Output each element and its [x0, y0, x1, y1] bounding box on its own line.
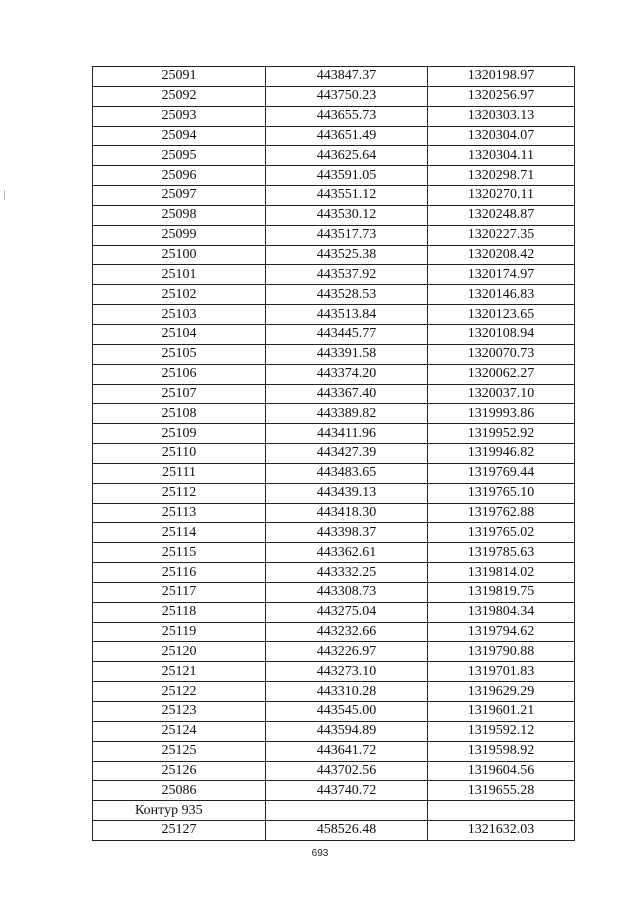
- x-coordinate-cell: 443398.37: [266, 523, 428, 543]
- x-coordinate-cell: 443411.96: [266, 424, 428, 444]
- table-row: [93, 761, 575, 781]
- x-coordinate-cell: 443232.66: [266, 622, 428, 642]
- y-coordinate-cell: 1319769.44: [428, 463, 575, 483]
- point-id-cell: 25115: [93, 543, 266, 563]
- coordinates-table: [92, 66, 575, 841]
- y-coordinate-cell: 1320270.11: [428, 186, 575, 206]
- scan-artifact: [4, 190, 5, 200]
- page-number: 693: [311, 848, 329, 859]
- x-coordinate-cell: 443847.37: [266, 67, 428, 87]
- table-row: [93, 503, 575, 523]
- y-coordinate-cell: 1320037.10: [428, 384, 575, 404]
- point-id-cell: 25094: [93, 126, 266, 146]
- table-row: [93, 424, 575, 444]
- y-coordinate-cell: 1319762.88: [428, 503, 575, 523]
- y-coordinate-cell: 1320298.71: [428, 166, 575, 186]
- table-row: [93, 721, 575, 741]
- table-row: [93, 285, 575, 305]
- point-id-cell: 25122: [93, 682, 266, 702]
- x-coordinate-cell: 443655.73: [266, 106, 428, 126]
- x-coordinate-cell: 443551.12: [266, 186, 428, 206]
- point-id-cell: 25127: [93, 821, 266, 841]
- table-row: [93, 245, 575, 265]
- point-id-cell: 25103: [93, 305, 266, 325]
- y-coordinate-cell: 1319946.82: [428, 444, 575, 464]
- table-row: [93, 67, 575, 87]
- x-coordinate-cell: [266, 801, 428, 821]
- table-row: [93, 662, 575, 682]
- x-coordinate-cell: 443226.97: [266, 642, 428, 662]
- y-coordinate-cell: 1319794.62: [428, 622, 575, 642]
- y-coordinate-cell: 1319655.28: [428, 781, 575, 801]
- x-coordinate-cell: 443308.73: [266, 582, 428, 602]
- x-coordinate-cell: 443537.92: [266, 265, 428, 285]
- table-row: [93, 186, 575, 206]
- x-coordinate-cell: 443651.49: [266, 126, 428, 146]
- y-coordinate-cell: 1320256.97: [428, 86, 575, 106]
- point-id-cell: 25091: [93, 67, 266, 87]
- y-coordinate-cell: 1320123.65: [428, 305, 575, 325]
- y-coordinate-cell: 1319592.12: [428, 721, 575, 741]
- point-id-cell: 25109: [93, 424, 266, 444]
- y-coordinate-cell: 1319785.63: [428, 543, 575, 563]
- y-coordinate-cell: 1320198.97: [428, 67, 575, 87]
- x-coordinate-cell: 443362.61: [266, 543, 428, 563]
- x-coordinate-cell: 443367.40: [266, 384, 428, 404]
- point-id-cell: 25118: [93, 602, 266, 622]
- point-id-cell: 25120: [93, 642, 266, 662]
- table-row: [93, 106, 575, 126]
- y-coordinate-cell: [428, 801, 575, 821]
- point-id-cell: 25126: [93, 761, 266, 781]
- x-coordinate-cell: 443445.77: [266, 324, 428, 344]
- x-coordinate-cell: 458526.48: [266, 821, 428, 841]
- y-coordinate-cell: 1320227.35: [428, 225, 575, 245]
- y-coordinate-cell: 1320304.07: [428, 126, 575, 146]
- table-row: [93, 483, 575, 503]
- table-row: [93, 305, 575, 325]
- x-coordinate-cell: 443530.12: [266, 205, 428, 225]
- point-id-cell: 25102: [93, 285, 266, 305]
- y-coordinate-cell: 1319993.86: [428, 404, 575, 424]
- x-coordinate-cell: 443310.28: [266, 682, 428, 702]
- table-row: [93, 682, 575, 702]
- x-coordinate-cell: 443528.53: [266, 285, 428, 305]
- table-row: [93, 523, 575, 543]
- table-row: [93, 384, 575, 404]
- y-coordinate-cell: 1319701.83: [428, 662, 575, 682]
- point-id-cell: 25086: [93, 781, 266, 801]
- point-id-cell: 25119: [93, 622, 266, 642]
- table-row: [93, 444, 575, 464]
- x-coordinate-cell: 443702.56: [266, 761, 428, 781]
- y-coordinate-cell: 1319804.34: [428, 602, 575, 622]
- point-id-cell: 25117: [93, 582, 266, 602]
- table-row: [93, 622, 575, 642]
- table-row: [93, 741, 575, 761]
- x-coordinate-cell: 443418.30: [266, 503, 428, 523]
- contour-header-row: [93, 801, 575, 821]
- x-coordinate-cell: 443391.58: [266, 344, 428, 364]
- table-row: [93, 265, 575, 285]
- table-row: [93, 642, 575, 662]
- table-row: [93, 781, 575, 801]
- y-coordinate-cell: 1319765.02: [428, 523, 575, 543]
- y-coordinate-cell: 1320062.27: [428, 364, 575, 384]
- table-row: [93, 463, 575, 483]
- x-coordinate-cell: 443594.89: [266, 721, 428, 741]
- x-coordinate-cell: 443273.10: [266, 662, 428, 682]
- y-coordinate-cell: 1320248.87: [428, 205, 575, 225]
- point-id-cell: 25104: [93, 324, 266, 344]
- table-row: [93, 404, 575, 424]
- point-id-cell: 25108: [93, 404, 266, 424]
- y-coordinate-cell: 1319819.75: [428, 582, 575, 602]
- x-coordinate-cell: 443545.00: [266, 702, 428, 722]
- table-row: [93, 146, 575, 166]
- x-coordinate-cell: 443625.64: [266, 146, 428, 166]
- point-id-cell: 25095: [93, 146, 266, 166]
- point-id-cell: 25123: [93, 702, 266, 722]
- x-coordinate-cell: 443641.72: [266, 741, 428, 761]
- x-coordinate-cell: 443750.23: [266, 86, 428, 106]
- y-coordinate-cell: 1320304.11: [428, 146, 575, 166]
- x-coordinate-cell: 443740.72: [266, 781, 428, 801]
- table-row: [93, 364, 575, 384]
- table-row: [93, 126, 575, 146]
- point-id-cell: 25113: [93, 503, 266, 523]
- table-row: [93, 702, 575, 722]
- point-id-cell: 25101: [93, 265, 266, 285]
- x-coordinate-cell: 443525.38: [266, 245, 428, 265]
- x-coordinate-cell: 443389.82: [266, 404, 428, 424]
- point-id-cell: 25107: [93, 384, 266, 404]
- table-row: [93, 86, 575, 106]
- table-row: [93, 582, 575, 602]
- x-coordinate-cell: 443591.05: [266, 166, 428, 186]
- point-id-cell: 25125: [93, 741, 266, 761]
- y-coordinate-cell: 1319604.56: [428, 761, 575, 781]
- y-coordinate-cell: 1319598.92: [428, 741, 575, 761]
- y-coordinate-cell: 1320208.42: [428, 245, 575, 265]
- x-coordinate-cell: 443513.84: [266, 305, 428, 325]
- table-row: [93, 166, 575, 186]
- point-id-cell: 25111: [93, 463, 266, 483]
- point-id-cell: 25100: [93, 245, 266, 265]
- y-coordinate-cell: 1320108.94: [428, 324, 575, 344]
- point-id-cell: 25112: [93, 483, 266, 503]
- point-id-cell: 25121: [93, 662, 266, 682]
- x-coordinate-cell: 443517.73: [266, 225, 428, 245]
- point-id-cell: 25114: [93, 523, 266, 543]
- x-coordinate-cell: 443275.04: [266, 602, 428, 622]
- x-coordinate-cell: 443427.39: [266, 444, 428, 464]
- table-row: [93, 225, 575, 245]
- table-row: [93, 602, 575, 622]
- table-row: [93, 324, 575, 344]
- y-coordinate-cell: 1320070.73: [428, 344, 575, 364]
- x-coordinate-cell: 443483.65: [266, 463, 428, 483]
- point-id-cell: 25110: [93, 444, 266, 464]
- point-id-cell: 25093: [93, 106, 266, 126]
- table-row: [93, 543, 575, 563]
- y-coordinate-cell: 1319601.21: [428, 702, 575, 722]
- y-coordinate-cell: 1319765.10: [428, 483, 575, 503]
- point-id-cell: 25105: [93, 344, 266, 364]
- y-coordinate-cell: 1320174.97: [428, 265, 575, 285]
- y-coordinate-cell: 1319790.88: [428, 642, 575, 662]
- y-coordinate-cell: 1319952.92: [428, 424, 575, 444]
- point-id-cell: 25116: [93, 563, 266, 583]
- point-id-cell: 25092: [93, 86, 266, 106]
- y-coordinate-cell: 1320146.83: [428, 285, 575, 305]
- table-row: [93, 205, 575, 225]
- table-row: [93, 563, 575, 583]
- table-row: [93, 821, 575, 841]
- y-coordinate-cell: 1320303.13: [428, 106, 575, 126]
- y-coordinate-cell: 1321632.03: [428, 821, 575, 841]
- coordinates-table-body: [93, 67, 575, 841]
- y-coordinate-cell: 1319814.02: [428, 563, 575, 583]
- x-coordinate-cell: 443374.20: [266, 364, 428, 384]
- point-id-cell: 25124: [93, 721, 266, 741]
- x-coordinate-cell: 443439.13: [266, 483, 428, 503]
- y-coordinate-cell: 1319629.29: [428, 682, 575, 702]
- contour-label: Контур 935: [93, 801, 266, 821]
- x-coordinate-cell: 443332.25: [266, 563, 428, 583]
- point-id-cell: 25106: [93, 364, 266, 384]
- point-id-cell: 25099: [93, 225, 266, 245]
- point-id-cell: 25098: [93, 205, 266, 225]
- table-row: [93, 344, 575, 364]
- point-id-cell: 25096: [93, 166, 266, 186]
- point-id-cell: 25097: [93, 186, 266, 206]
